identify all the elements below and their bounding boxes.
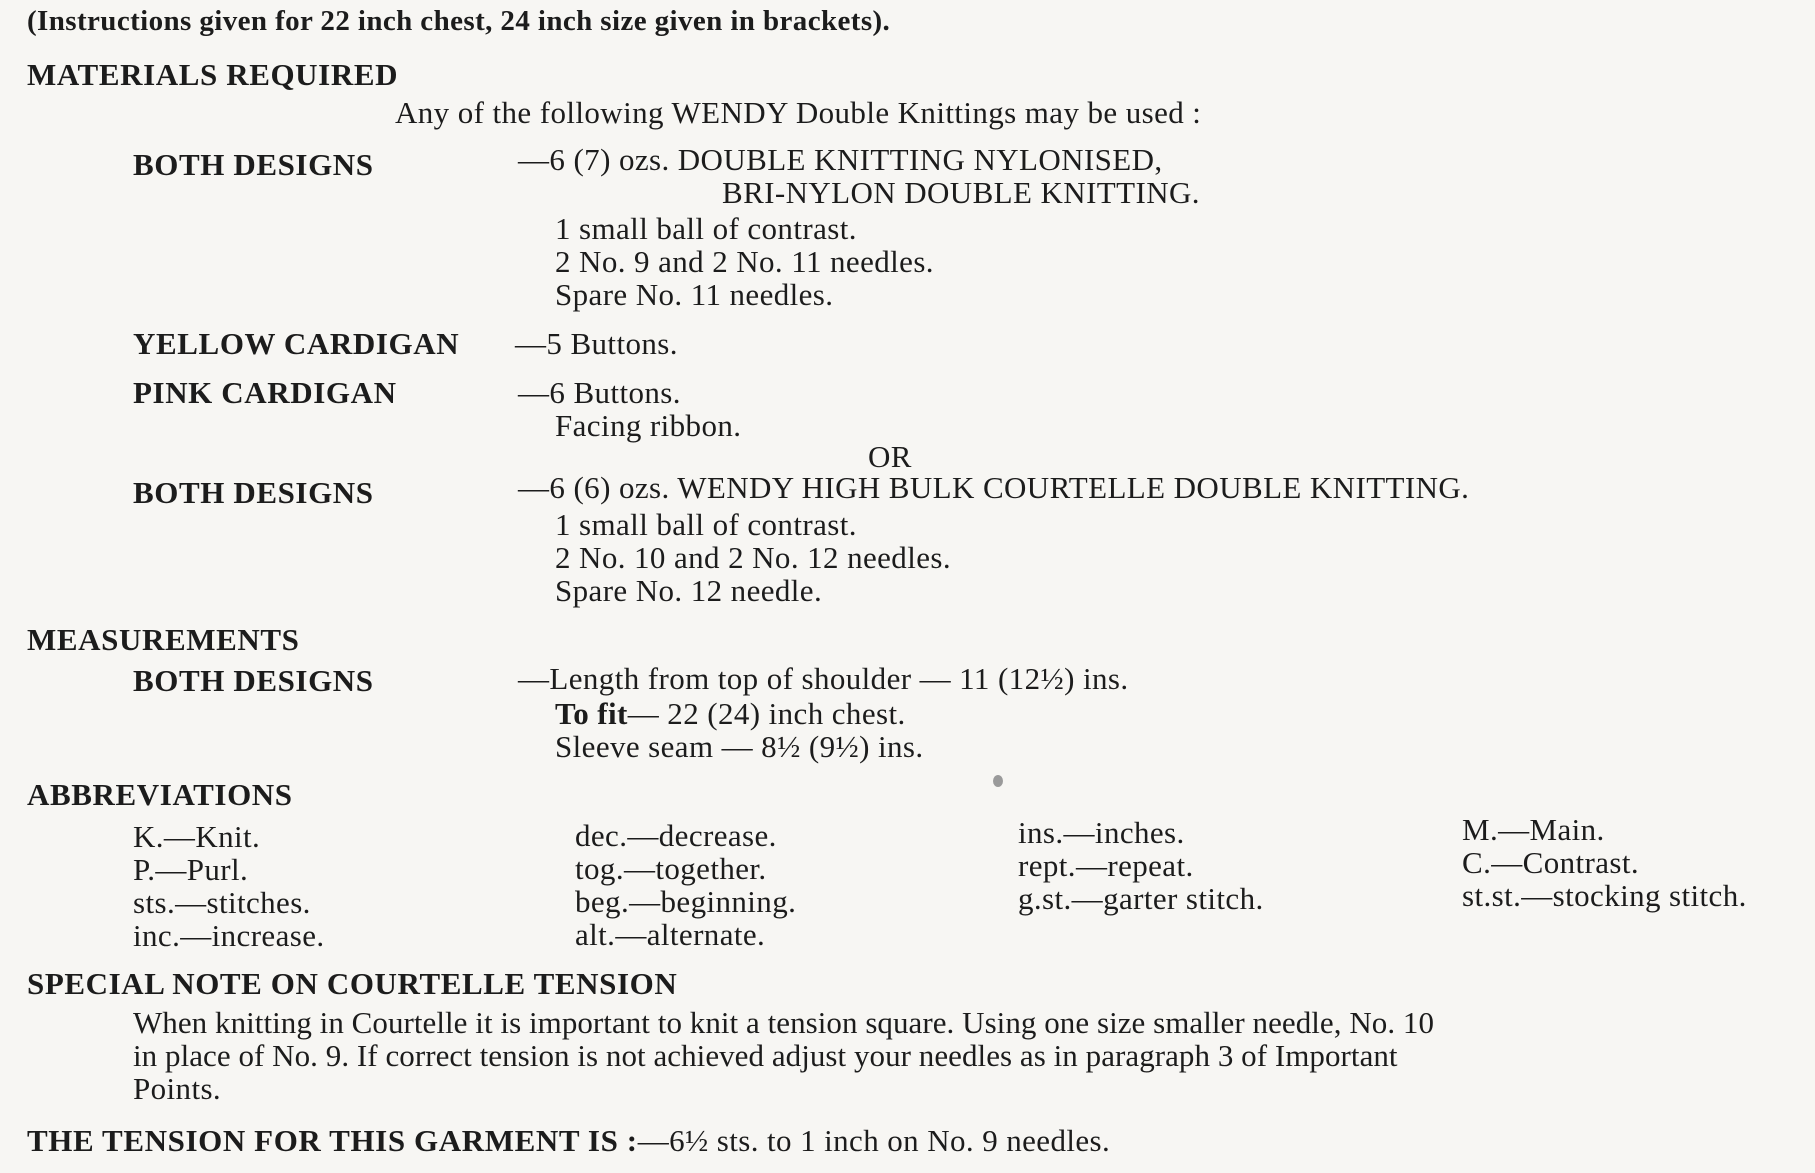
measurements-line2 bbox=[555, 697, 906, 731]
special-note-line3: Points. bbox=[133, 1071, 222, 1106]
group2-line2: 1 small ball of contrast. bbox=[555, 507, 857, 542]
to-fit-label: To fit bbox=[555, 696, 628, 731]
measurements-heading: MEASUREMENTS bbox=[27, 622, 300, 657]
group1-line4: 2 No. 9 and 2 No. 11 needles. bbox=[555, 244, 934, 279]
abbreviations-heading: ABBREVIATIONS bbox=[27, 777, 293, 812]
measurements-label: BOTH DESIGNS bbox=[133, 663, 374, 698]
yellow-line1: —5 Buttons. bbox=[515, 326, 678, 361]
abbrev-col3-1: rept.—repeat. bbox=[1018, 848, 1194, 883]
yellow-label: YELLOW CARDIGAN bbox=[133, 326, 460, 361]
abbrev-col1-1: P.—Purl. bbox=[133, 852, 249, 887]
ink-speck bbox=[993, 775, 1003, 787]
pink-label: PINK CARDIGAN bbox=[133, 375, 397, 410]
size-instructions: (Instructions given for 22 inch chest, 24 inch size given in brackets). bbox=[27, 5, 891, 37]
group1-line1: —6 (7) ozs. DOUBLE KNITTING NYLONISED, bbox=[518, 142, 1163, 177]
special-note-line2: in place of No. 9. If correct tension is not achieved adjust your needles as in paragraph 3 of Important bbox=[133, 1038, 1398, 1073]
abbrev-col4-2: st.st.—stocking stitch. bbox=[1462, 878, 1747, 913]
abbrev-col4-0: M.—Main. bbox=[1462, 812, 1605, 847]
group2-label: BOTH DESIGNS bbox=[133, 475, 374, 510]
tension-value: —6½ sts. to 1 inch on No. 9 needles. bbox=[637, 1123, 1111, 1158]
pink-line1: —6 Buttons. bbox=[518, 375, 681, 410]
tension-line bbox=[27, 1124, 1110, 1158]
measurements-line1: —Length from top of shoulder — 11 (12½) ins. bbox=[518, 661, 1129, 696]
abbrev-col1-0: K.—Knit. bbox=[133, 819, 261, 854]
pink-line2: Facing ribbon. bbox=[555, 408, 742, 443]
abbrev-col1-2: sts.—stitches. bbox=[133, 885, 311, 920]
special-note-heading: SPECIAL NOTE ON COURTELLE TENSION bbox=[27, 966, 678, 1001]
or-separator: OR bbox=[868, 439, 912, 474]
abbrev-col3-2: g.st.—garter stitch. bbox=[1018, 881, 1264, 916]
to-fit-value: — 22 (24) inch chest. bbox=[627, 696, 906, 731]
abbrev-col2-1: tog.—together. bbox=[575, 851, 767, 886]
abbrev-col1-3: inc.—increase. bbox=[133, 918, 325, 953]
tension-label: THE TENSION FOR THIS GARMENT IS : bbox=[27, 1123, 638, 1158]
abbrev-col2-0: dec.—decrease. bbox=[575, 818, 777, 853]
group2-line4: Spare No. 12 needle. bbox=[555, 573, 823, 608]
measurements-line3: Sleeve seam — 8½ (9½) ins. bbox=[555, 729, 924, 764]
materials-heading: MATERIALS REQUIRED bbox=[27, 57, 399, 92]
materials-subtitle: Any of the following WENDY Double Knittings may be used : bbox=[395, 95, 1202, 130]
group1-line2: BRI-NYLON DOUBLE KNITTING. bbox=[722, 175, 1200, 210]
abbrev-col3-0: ins.—inches. bbox=[1018, 815, 1185, 850]
group2-line1: —6 (6) ozs. WENDY HIGH BULK COURTELLE DOUBLE KNITTING. bbox=[518, 470, 1470, 505]
group2-line3: 2 No. 10 and 2 No. 12 needles. bbox=[555, 540, 951, 575]
special-note-line1: When knitting in Courtelle it is important to knit a tension square. Using one size smaller needle, No. 10 bbox=[133, 1005, 1435, 1040]
abbrev-col2-2: beg.—beginning. bbox=[575, 884, 797, 919]
group1-label: BOTH DESIGNS bbox=[133, 147, 374, 182]
group1-line3: 1 small ball of contrast. bbox=[555, 211, 857, 246]
abbrev-col4-1: C.—Contrast. bbox=[1462, 845, 1640, 880]
abbrev-col2-3: alt.—alternate. bbox=[575, 917, 766, 952]
group1-line5: Spare No. 11 needles. bbox=[555, 277, 834, 312]
